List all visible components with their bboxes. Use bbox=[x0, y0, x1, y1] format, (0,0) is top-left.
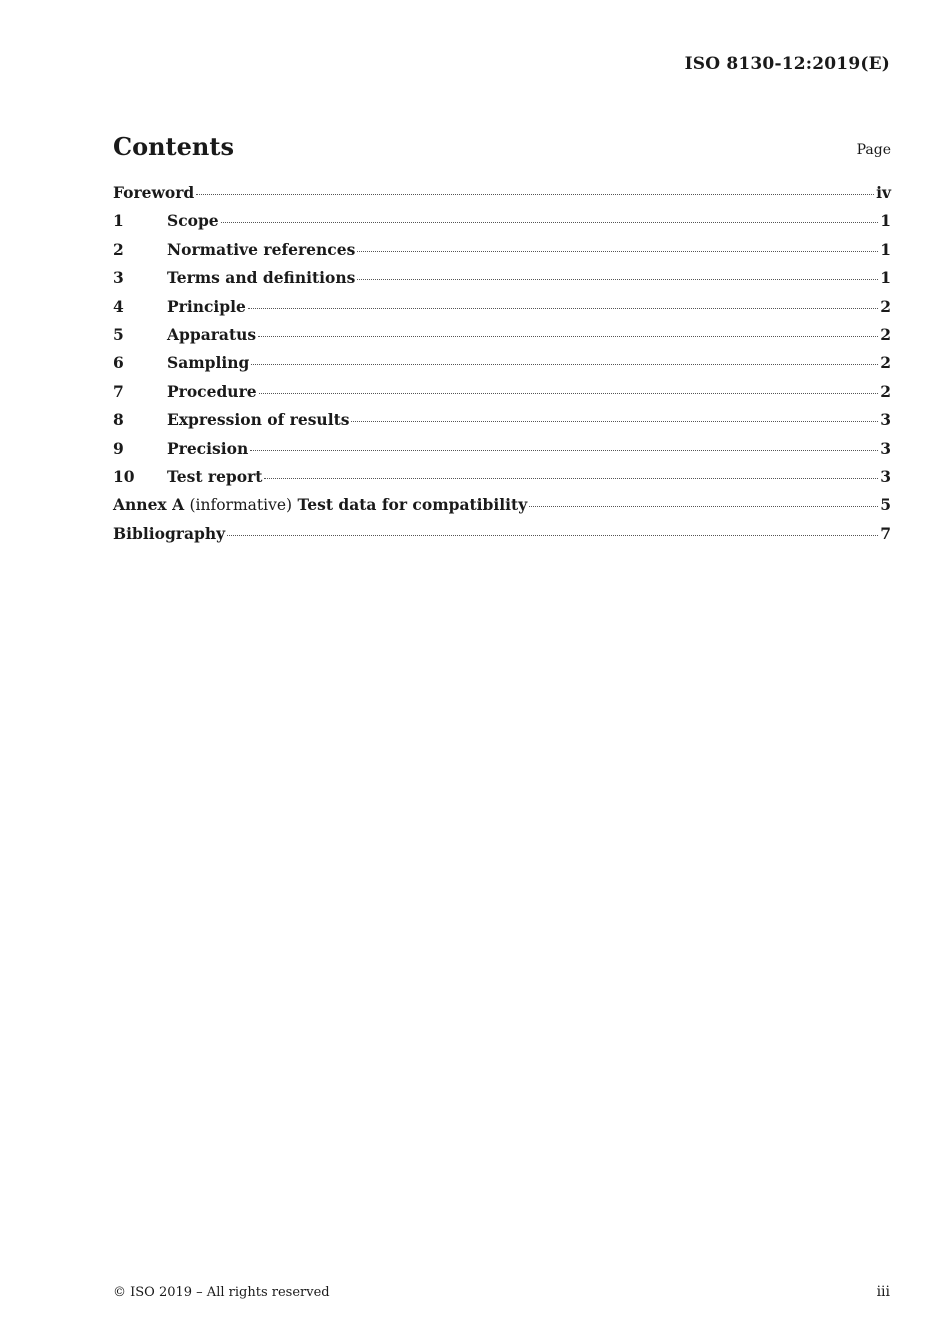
toc-leader-dots bbox=[258, 335, 878, 337]
toc-entry-page: 2 bbox=[880, 324, 891, 344]
toc-entry-foreword[interactable] bbox=[113, 183, 891, 211]
annex-prefix: Annex A bbox=[113, 495, 185, 515]
toc-leader-dots bbox=[529, 505, 878, 507]
toc-entry-page: iv bbox=[876, 183, 891, 202]
toc-entry-number: 2 bbox=[113, 239, 124, 259]
toc-entry-number: 7 bbox=[113, 381, 124, 401]
toc-entry-label: Apparatus bbox=[167, 324, 257, 344]
annex-note: (informative) bbox=[189, 496, 293, 515]
toc-entry-scope[interactable] bbox=[113, 211, 891, 239]
toc-leader-dots bbox=[250, 449, 878, 451]
annex-title: Test data for compatibility bbox=[297, 495, 528, 515]
footer-page-number: iii bbox=[876, 1284, 890, 1300]
toc-entry-bibliography[interactable] bbox=[113, 524, 891, 552]
contents-title: Contents bbox=[113, 132, 234, 161]
toc-entry-label: Terms and definitions bbox=[167, 268, 356, 288]
toc-entry-label: Principle bbox=[167, 296, 246, 316]
toc-entry-page: 1 bbox=[880, 239, 891, 259]
toc-leader-dots bbox=[196, 193, 874, 195]
toc-entry-number: 5 bbox=[113, 324, 124, 344]
toc-entry-page: 3 bbox=[880, 438, 891, 458]
toc-entry-label: Sampling bbox=[167, 353, 250, 373]
toc-entry-page: 7 bbox=[880, 523, 891, 543]
toc-entry-test-report[interactable] bbox=[113, 467, 891, 495]
toc-entry-label: Precision bbox=[167, 438, 249, 458]
footer-copyright: © ISO 2019 – All rights reserved bbox=[113, 1285, 330, 1300]
toc-entry-page: 1 bbox=[880, 268, 891, 288]
toc-entry-number: 1 bbox=[113, 211, 124, 231]
toc-leader-dots bbox=[351, 420, 878, 422]
toc-leader-dots bbox=[248, 307, 878, 309]
toc-entry-label bbox=[113, 495, 527, 514]
toc-entry-number: 8 bbox=[113, 410, 124, 430]
toc-entry-precision[interactable] bbox=[113, 439, 891, 467]
toc-entry-number: 3 bbox=[113, 268, 124, 288]
toc-leader-dots bbox=[227, 534, 878, 536]
toc-entry-normative-references[interactable] bbox=[113, 240, 891, 268]
toc-entry-page: 2 bbox=[880, 296, 891, 316]
toc-entry-page: 2 bbox=[880, 381, 891, 401]
toc-entry-page: 5 bbox=[880, 495, 891, 515]
document-id: ISO 8130-12:2019(E) bbox=[684, 54, 890, 74]
table-of-contents bbox=[113, 183, 891, 552]
toc-entry-label: Expression of results bbox=[167, 410, 350, 430]
toc-entry-label: Foreword bbox=[113, 183, 195, 202]
toc-entry-label: Procedure bbox=[167, 381, 257, 401]
toc-entry-principle[interactable] bbox=[113, 297, 891, 325]
toc-entry-number: 6 bbox=[113, 353, 124, 373]
toc-entry-terms-and-definitions[interactable] bbox=[113, 268, 891, 296]
toc-entry-number: 9 bbox=[113, 438, 124, 458]
toc-leader-dots bbox=[357, 250, 878, 252]
page-column-label: Page bbox=[856, 142, 891, 158]
toc-entry-sampling[interactable] bbox=[113, 353, 891, 381]
toc-entry-label: Bibliography bbox=[113, 523, 226, 543]
toc-entry-page: 3 bbox=[880, 466, 891, 486]
toc-leader-dots bbox=[357, 278, 878, 280]
toc-leader-dots bbox=[264, 477, 878, 479]
toc-entry-apparatus[interactable] bbox=[113, 325, 891, 353]
toc-entry-page: 2 bbox=[880, 353, 891, 373]
toc-entry-number: 4 bbox=[113, 296, 124, 316]
toc-entry-label: Scope bbox=[167, 211, 219, 231]
toc-entry-label: Test report bbox=[167, 466, 263, 486]
toc-entry-page: 3 bbox=[880, 410, 891, 430]
toc-leader-dots bbox=[259, 392, 879, 394]
toc-entry-page: 1 bbox=[880, 211, 891, 231]
toc-entry-procedure[interactable] bbox=[113, 382, 891, 410]
toc-leader-dots bbox=[221, 221, 879, 223]
toc-entry-label: Normative references bbox=[167, 239, 356, 259]
toc-leader-dots bbox=[251, 363, 878, 365]
toc-entry-annex-a[interactable] bbox=[113, 495, 891, 523]
contents-header bbox=[113, 132, 891, 166]
toc-entry-expression-of-results[interactable] bbox=[113, 410, 891, 438]
toc-entry-number: 10 bbox=[113, 466, 135, 486]
